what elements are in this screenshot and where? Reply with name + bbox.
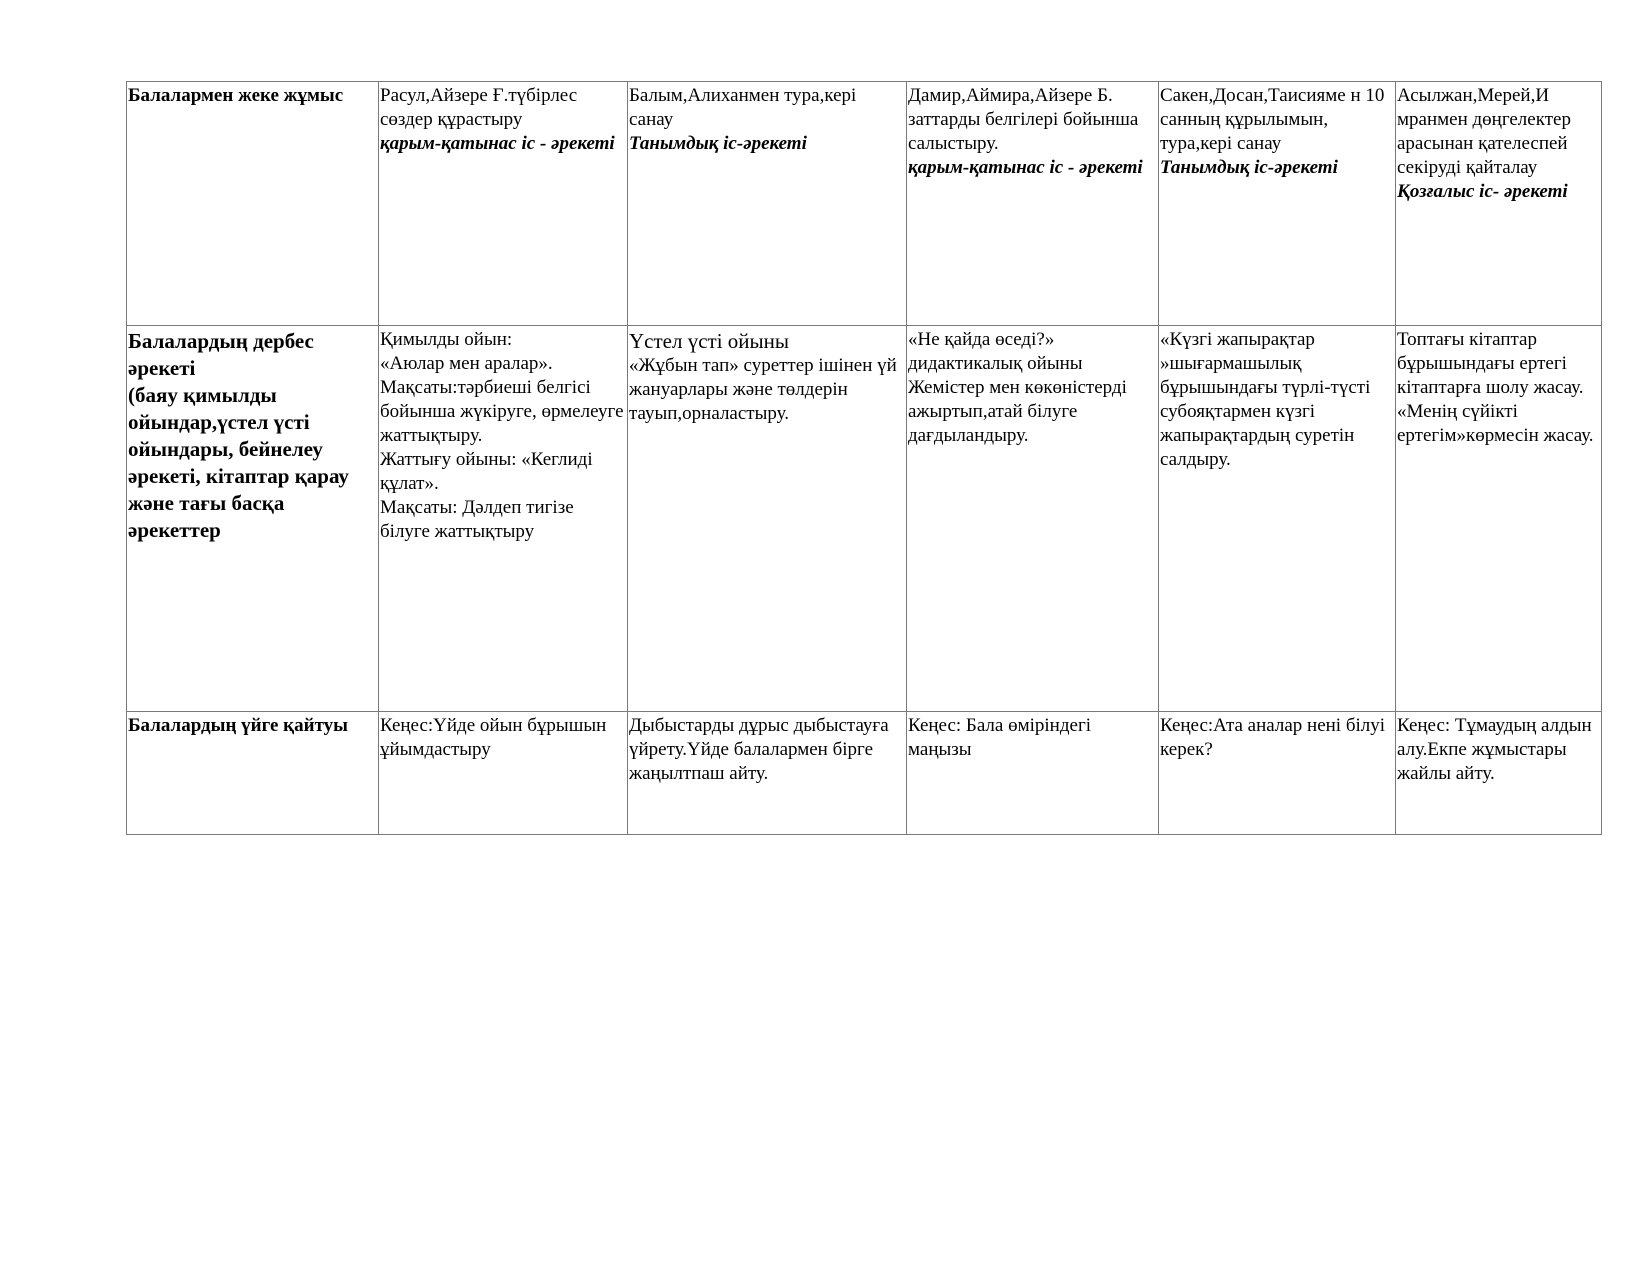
cell-line: «Не қайда өседі?» дидактикалық ойыны [908, 329, 1083, 374]
row-header-cell [127, 82, 379, 326]
table-cell [907, 82, 1159, 326]
cell-text: Асылжан,Мерей,И мранмен дөңгелектер арасынан қателеспей секіруді қайталау [1397, 85, 1571, 178]
activity-type: Қозғалыс іс- әрекеті [1397, 181, 1568, 202]
cell-line: «Күзгі жапырақтар »шығармашылық бұрышындағы түрлі-түсті субояқтармен күзгі жапырақтардың суретін салдыру. [1160, 329, 1371, 470]
cell-text: Кеңес:Үйде ойын бұрышын ұйымдастыру [380, 715, 607, 760]
cell-text: Дамир,Аймира,Айзере Б. заттарды белгілері бойынша салыстыру. [908, 85, 1139, 154]
cell-text: Расул,Айзере Ғ.түбірлес сөздер құрастыру [380, 85, 578, 130]
table-cell [628, 326, 907, 712]
cell-line: «Менің сүйікті ертегім»көрмесін жасау. [1397, 401, 1594, 446]
row-header: Балалардың дербес әрекеті [128, 329, 314, 380]
table-cell [1396, 82, 1602, 326]
table-cell [379, 712, 628, 835]
table-cell [379, 326, 628, 712]
cell-line: Үстел үсті ойыны [629, 329, 789, 353]
table-cell [1159, 712, 1396, 835]
table-cell [1396, 712, 1602, 835]
cell-line: Жаттығу ойыны: «Кеглиді құлат». [380, 449, 593, 494]
row-header-cell [127, 712, 379, 835]
cell-text: Сакен,Досан,Таисияме н 10 санның құрылымын, тура,кері санау [1160, 85, 1385, 154]
cell-line: «Аюлар мен аралар». [380, 353, 553, 374]
cell-text: Дыбыстарды дұрыс дыбыстауға үйрету.Үйде балалармен бірге жаңылтпаш айту. [629, 715, 889, 784]
table-cell [379, 82, 628, 326]
table-cell [1159, 326, 1396, 712]
daily-plan-table [126, 81, 1602, 835]
table-cell [1396, 326, 1602, 712]
row-header: Балалармен жеке жұмыс [128, 85, 344, 106]
activity-type: қарым-қатынас іс - әрекеті [908, 157, 1143, 178]
cell-text: Кеңес: Бала өміріндегі маңызы [908, 715, 1092, 760]
table-cell [907, 712, 1159, 835]
activity-type: Танымдық іс-әрекеті [1160, 157, 1338, 178]
cell-text: Балым,Алиханмен тура,кері санау [629, 85, 857, 130]
cell-line: «Жұбын тап» суреттер ішінен үй жануарлары және төлдерін тауып,орналастыру. [629, 355, 897, 424]
cell-line: Мақсаты: Дәлдеп тигізе білуге жаттықтыру [380, 497, 574, 542]
table-row-independent-activity [127, 326, 1602, 712]
cell-line: Жемістер мен көкөністерді ажыртып,атай білуге дағдыландыру. [908, 377, 1127, 446]
activity-type: Танымдық іс-әрекеті [629, 133, 807, 154]
table-cell [628, 712, 907, 835]
row-header: Балалардың үйге қайтуы [128, 715, 348, 736]
table-cell [907, 326, 1159, 712]
table-cell [1159, 82, 1396, 326]
cell-line: Мақсаты:тәрбиеші белгісі бойынша жүкіруге, өрмелеуге жаттықтыру. [380, 377, 624, 446]
table-row-individual-work [127, 82, 1602, 326]
cell-text: Кеңес:Ата аналар нені білуі керек? [1160, 715, 1386, 760]
table-cell [628, 82, 907, 326]
row-header-cell [127, 326, 379, 712]
cell-text: Кеңес: Тұмаудың алдын алу.Екпе жұмыстары жайлы айту. [1397, 715, 1592, 784]
row-header-note: (баяу қимылды ойындар,үстел үсті ойындары, бейнелеу әрекеті, кітаптар қарау және тағы басқа әрекеттер [128, 383, 349, 542]
cell-line: Топтағы кітаптар бұрышындағы ертегі кітаптарға шолу жасау. [1397, 329, 1584, 398]
table-row-return-home [127, 712, 1602, 835]
cell-line: Қимылды ойын: [380, 329, 513, 350]
activity-type: қарым-қатынас іс - әрекеті [380, 133, 615, 154]
